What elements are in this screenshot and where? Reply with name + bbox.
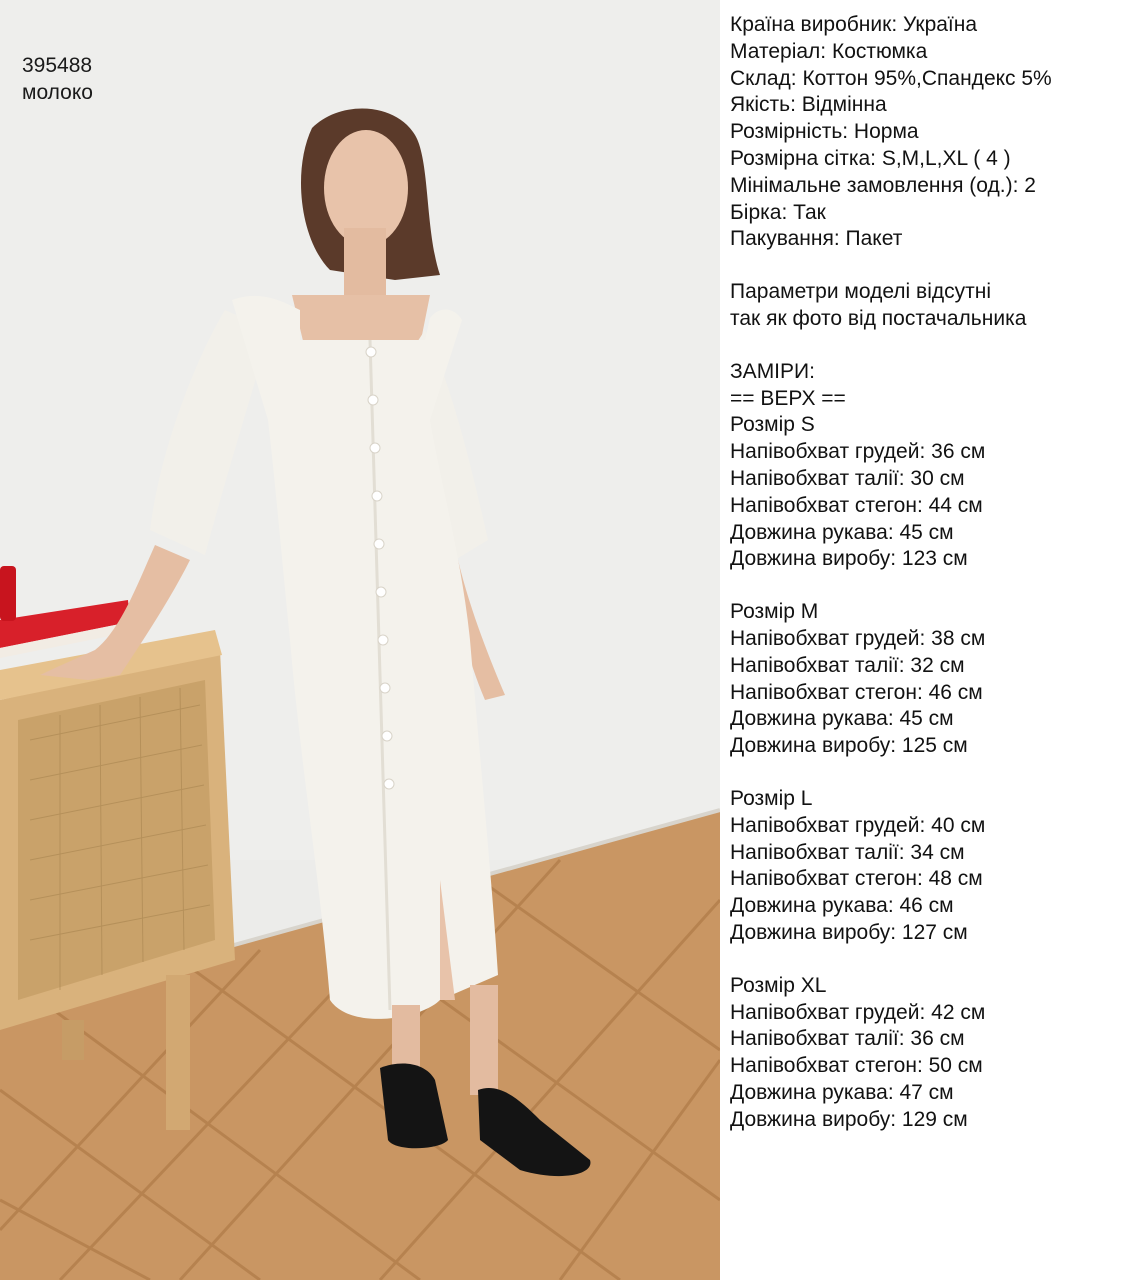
- measurement-line: Напівобхват талії: 34 см: [730, 840, 965, 864]
- measurement-line: Напівобхват стегон: 46 см: [730, 680, 983, 704]
- measurement-line: Напівобхват грудей: 38 см: [730, 626, 986, 650]
- measurement-line: Напівобхват талії: 36 см: [730, 1027, 965, 1051]
- measurement-line: Напівобхват стегон: 50 см: [730, 1054, 983, 1078]
- measurement-line: Напівобхват грудей: 40 см: [730, 813, 986, 837]
- spec-line: Мінімальне замовлення (од.): 2: [730, 173, 1036, 197]
- measurement-line: Довжина рукава: 47 см: [730, 1080, 954, 1104]
- measurement-line: Напівобхват грудей: 42 см: [730, 1000, 986, 1024]
- size-title: Розмір XL: [730, 973, 827, 997]
- size-block-m: [730, 599, 1120, 760]
- red-candle: [0, 566, 16, 621]
- model-note-line: так як фото від постачальника: [730, 306, 1027, 330]
- measurement-line: Напівобхват грудей: 36 см: [730, 440, 986, 464]
- spec-line: Бірка: Так: [730, 200, 826, 224]
- product-color: молоко: [22, 81, 93, 104]
- spec-line: Розмірна сітка: S,M,L,XL ( 4 ): [730, 146, 1011, 170]
- spec-line: Склад: Коттон 95%,Спандекс 5%: [730, 66, 1052, 90]
- measurement-line: Довжина виробу: 129 см: [730, 1107, 968, 1131]
- spec-line: Якість: Відмінна: [730, 93, 887, 117]
- measurement-line: Напівобхват стегон: 48 см: [730, 867, 983, 891]
- measurement-line: Довжина виробу: 125 см: [730, 734, 968, 758]
- size-title: Розмір S: [730, 413, 815, 437]
- measurement-line: Довжина рукава: 45 см: [730, 520, 954, 544]
- measurement-line: Напівобхват стегон: 44 см: [730, 493, 983, 517]
- size-block-l: [730, 786, 1120, 947]
- product-sku: 395488: [22, 54, 93, 77]
- size-block-xl: [730, 973, 1120, 1134]
- measurement-line: Довжина рукава: 46 см: [730, 894, 954, 918]
- measurement-line: Довжина виробу: 127 см: [730, 920, 968, 944]
- spec-line: Пакування: Пакет: [730, 227, 903, 251]
- size-block-s: [730, 412, 1120, 573]
- product-specs: [730, 12, 1120, 1133]
- spec-line: Матеріал: Костюмка: [730, 39, 928, 63]
- measurement-line: Напівобхват талії: 30 см: [730, 466, 965, 490]
- spec-line: Країна виробник: Україна: [730, 13, 978, 36]
- measurements-subheading: == ВЕРХ ==: [730, 386, 846, 410]
- size-title: Розмір L: [730, 786, 813, 810]
- model-note: [730, 279, 1120, 333]
- measurement-line: Довжина виробу: 123 см: [730, 547, 968, 571]
- size-title: Розмір M: [730, 600, 819, 624]
- model-note-line: Параметри моделі відсутні: [730, 280, 992, 304]
- measurement-line: Довжина рукава: 45 см: [730, 707, 954, 731]
- spec-line: Розмірність: Норма: [730, 120, 919, 144]
- measurement-line: Напівобхват талії: 32 см: [730, 653, 965, 677]
- measurements: [730, 359, 1120, 1134]
- measurements-heading: ЗАМІРИ:: [730, 359, 815, 383]
- spec-list: [730, 12, 1120, 253]
- product-label: [22, 52, 93, 106]
